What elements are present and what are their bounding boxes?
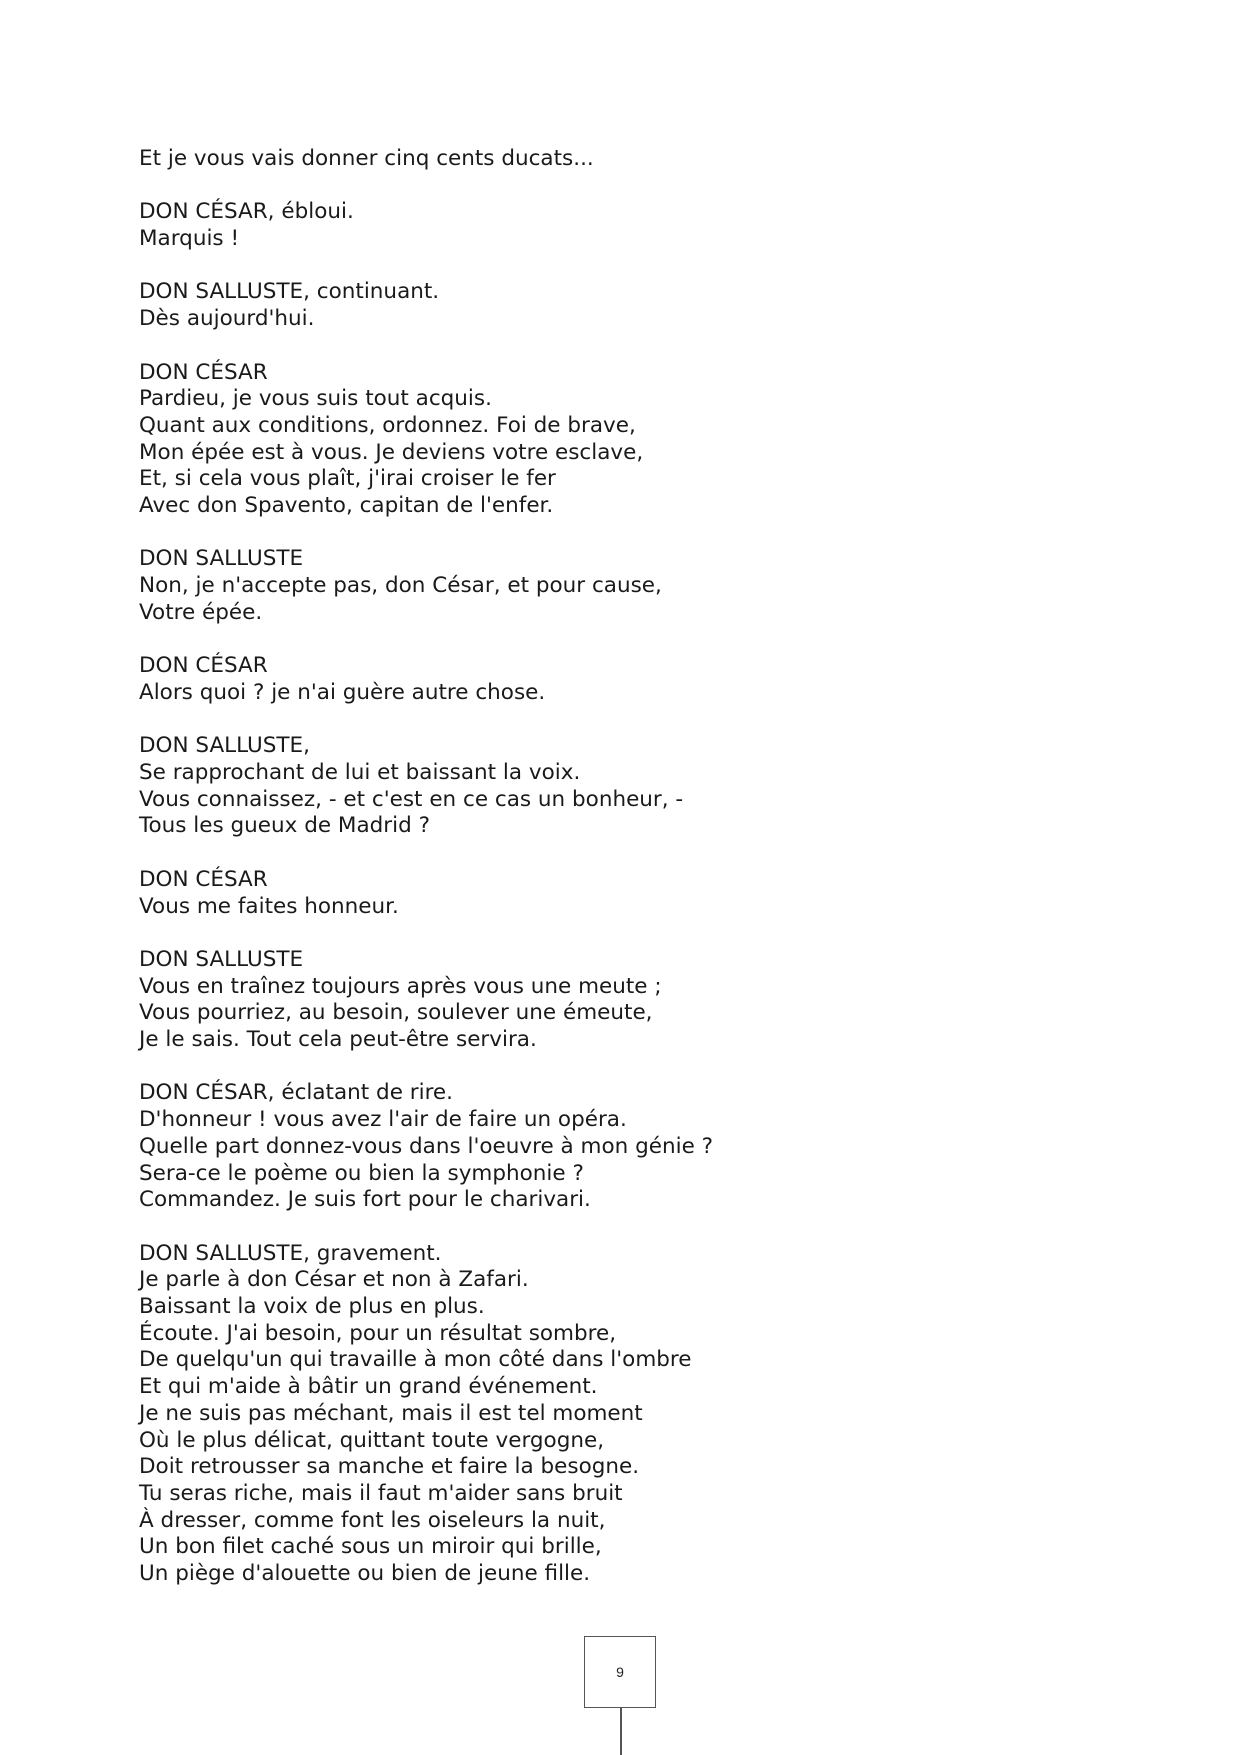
text-line: Un bon filet caché sous un miroir qui brille, xyxy=(139,1534,602,1560)
text-line: DON CÉSAR, éclatant de rire. xyxy=(139,1080,453,1106)
text-line: DON SALLUSTE, gravement. xyxy=(139,1240,442,1266)
dialogue-block xyxy=(139,199,1139,252)
text-line: Votre épée. xyxy=(139,599,263,625)
text-line: DON CÉSAR xyxy=(139,359,268,385)
text-line: DON SALLUSTE xyxy=(139,946,304,972)
text-line: Un piège d'alouette ou bien de jeune fille. xyxy=(139,1561,591,1587)
text-line: Vous pourriez, au besoin, soulever une émeute, xyxy=(139,1000,653,1026)
text-line: Alors quoi ? je n'ai guère autre chose. xyxy=(139,679,546,705)
dialogue-block xyxy=(139,1080,1139,1214)
dialogue-block xyxy=(139,360,1139,520)
text-line: D'honneur ! vous avez l'air de faire un opéra. xyxy=(139,1107,627,1133)
dialogue-block xyxy=(139,146,1139,173)
text-line: Marquis ! xyxy=(139,226,240,252)
text-line: Sera-ce le poème ou bien la symphonie ? xyxy=(139,1160,584,1186)
text-line: Quant aux conditions, ordonnez. Foi de brave, xyxy=(139,412,636,438)
text-line: Dès aujourd'hui. xyxy=(139,306,315,332)
dialogue-block xyxy=(139,653,1139,706)
text-line: Mon épée est à vous. Je deviens votre esclave, xyxy=(139,439,644,465)
page-number: 9 xyxy=(616,1664,624,1680)
text-line: Quelle part donnez-vous dans l'oeuvre à mon génie ? xyxy=(139,1133,714,1159)
text-line: Et je vous vais donner cinq cents ducats... xyxy=(139,146,594,171)
dialogue-block xyxy=(139,279,1139,332)
text-line: DON SALLUSTE, continuant. xyxy=(139,279,440,305)
text-line: Je ne suis pas méchant, mais il est tel moment xyxy=(139,1400,643,1426)
text-line: Se rapprochant de lui et baissant la voix. xyxy=(139,760,581,786)
text-line: Je parle à don César et non à Zafari. xyxy=(139,1267,529,1293)
text-line: DON CÉSAR xyxy=(139,653,268,679)
text-line: Doit retrousser sa manche et faire la besogne. xyxy=(139,1454,640,1480)
text-line: Tu seras riche, mais il faut m'aider sans bruit xyxy=(139,1481,623,1506)
text-line: Tous les gueux de Madrid ? xyxy=(139,813,431,839)
text-line: DON CÉSAR xyxy=(139,866,268,892)
text-line: DON SALLUSTE xyxy=(139,546,304,572)
text-line: Avec don Spavento, capitan de l'enfer. xyxy=(139,493,554,519)
text-line: Où le plus délicat, quittant toute vergogne, xyxy=(139,1427,605,1453)
text-line: Et, si cela vous plaît, j'irai croiser le fer xyxy=(139,466,556,492)
dialogue-block xyxy=(139,867,1139,920)
text-line: Pardieu, je vous suis tout acquis. xyxy=(139,386,492,412)
text-line: Vous connaissez, - et c'est en ce cas un bonheur, - xyxy=(139,786,684,812)
text-line: Et qui m'aide à bâtir un grand événement. xyxy=(139,1374,598,1400)
text-line: Baissant la voix de plus en plus. xyxy=(139,1294,485,1320)
text-line: DON SALLUSTE, xyxy=(139,733,310,759)
dialogue-block xyxy=(139,947,1139,1054)
text-line: De quelqu'un qui travaille à mon côté dans l'ombre xyxy=(139,1347,692,1373)
text-line: DON CÉSAR, ébloui. xyxy=(139,199,354,225)
text-line: Vous me faites honneur. xyxy=(139,893,399,919)
text-line: Vous en traînez toujours après vous une meute ; xyxy=(139,973,662,999)
text-line: Non, je n'accepte pas, don César, et pour cause, xyxy=(139,573,662,599)
dialogue-block xyxy=(139,733,1139,840)
text-line: Je le sais. Tout cela peut-être servira. xyxy=(139,1027,537,1053)
document-body xyxy=(139,146,1139,1615)
text-line: Commandez. Je suis fort pour le charivari. xyxy=(139,1187,591,1213)
text-line: Écoute. J'ai besoin, pour un résultat sombre, xyxy=(139,1320,617,1346)
page-number-box xyxy=(584,1636,656,1708)
dialogue-block xyxy=(139,1241,1139,1588)
text-line: À dresser, comme font les oiseleurs la nuit, xyxy=(139,1507,606,1533)
page-number-stem xyxy=(620,1708,622,1755)
dialogue-block xyxy=(139,546,1139,626)
